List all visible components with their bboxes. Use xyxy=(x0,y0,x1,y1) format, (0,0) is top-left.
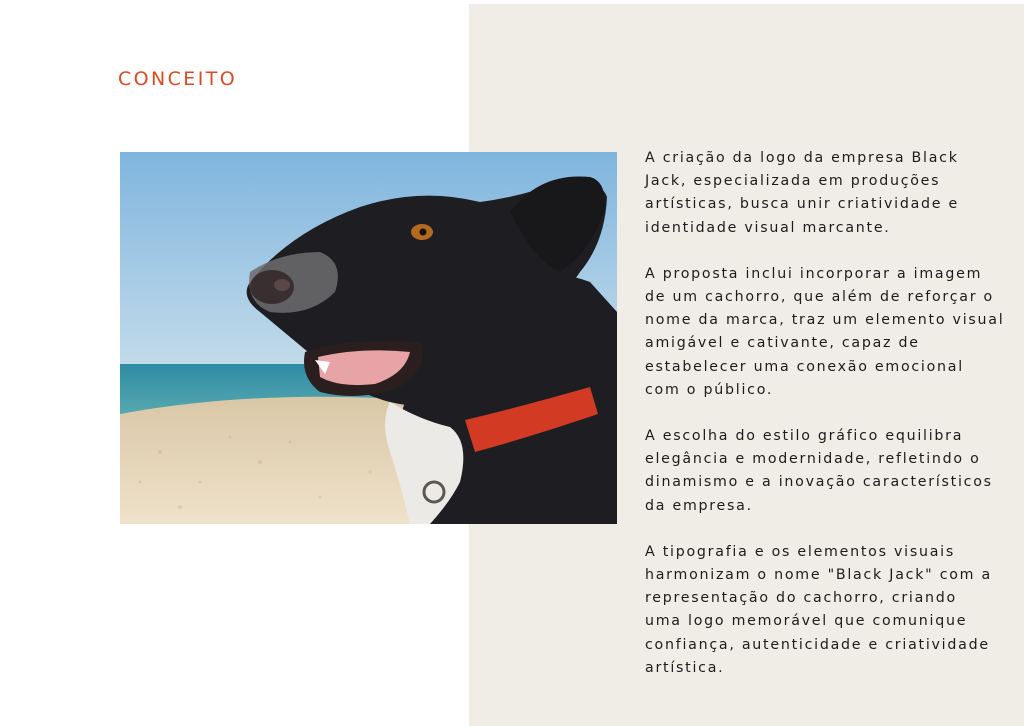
text-line: A escolha do estilo gráfico equilibra xyxy=(645,428,964,445)
text-line: artísticas, busca unir criatividade e xyxy=(645,196,960,213)
text-line: confiança, autenticidade e criatividade xyxy=(645,636,990,653)
text-line: amigável e cativante, capaz de xyxy=(645,335,920,352)
section-heading: CONCEITO xyxy=(118,68,238,90)
text-line: elegância e modernidade, refletindo o xyxy=(645,451,981,468)
paragraph-typography xyxy=(645,541,995,680)
dog-photo xyxy=(120,152,617,524)
text-line: uma logo memorável que comunique xyxy=(645,613,968,630)
text-line: harmonizam o nome "Black Jack" com a xyxy=(645,567,992,584)
text-line: com o público. xyxy=(645,381,774,398)
text-line: da empresa. xyxy=(645,497,753,514)
text-line: A tipografia e os elementos visuais xyxy=(645,543,955,560)
paragraph-style xyxy=(645,425,995,518)
text-line: A proposta inclui incorporar a imagem xyxy=(645,265,983,282)
text-line: Jack, especializada em produções xyxy=(645,173,941,190)
text-line: A criação da logo da empresa Black xyxy=(645,150,959,166)
text-line: representação do cachorro, criando xyxy=(645,590,957,607)
description-text xyxy=(645,147,1005,703)
text-line: artística. xyxy=(645,659,725,676)
text-line: de um cachorro, que além de reforçar o xyxy=(645,289,994,306)
paragraph-intro xyxy=(645,147,995,240)
text-line: dinamismo e a inovação característicos xyxy=(645,474,993,491)
text-line: identidade visual marcante. xyxy=(645,219,891,236)
text-line: estabelecer uma conexão emocional xyxy=(645,358,964,375)
text-line: nome da marca, traz um elemento visual xyxy=(645,312,1005,329)
paragraph-proposal xyxy=(645,263,1005,402)
